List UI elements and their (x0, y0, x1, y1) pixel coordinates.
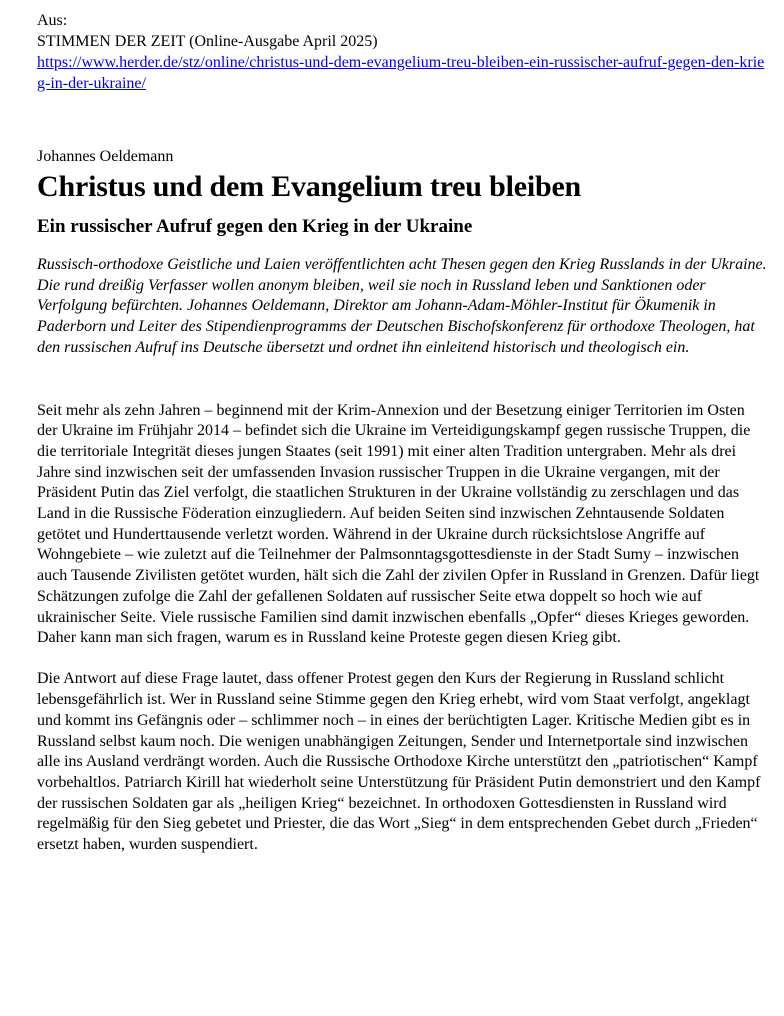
source-prefix: Aus: (37, 12, 68, 29)
body-paragraph: Die Antwort auf diese Frage lautet, dass offener Protest gegen den Kurs der Regierung in Russland schlicht lebensgefährlich ist. Wer in Russland seine Stimme gegen den Krieg erhebt, wird vom Staat verfolgt, angeklagt und kommt ins Gefängnis oder – schlimmer noch – in eines der berüchtigten Lager. Kritische Medien gibt es in Russland selbst kaum noch. Die wenigen unabhängigen Zeitungen, Sender und Internetportale sind inzwischen alle ins Ausland verdrängt worden. Auch die Russische Orthodoxe Kirche unterstützt den „patriotischen“ Kampf vorbehaltlos. Patriarch Kirill hat wiederholt seine Unterstützung für Präsident Putin demonstriert und den Kampf der russischen Soldaten gar als „heiligen Krieg“ bezeichnet. In orthodoxen Gottesdiensten in Russland wird regelmäßig für den Sieg gebetet und Priester, die das Wort „Sieg“ in dem entsprechenden Gebet durch „Frieden“ ersetzt haben, wurden suspendiert. (37, 670, 761, 854)
article-lead: Russisch-orthodoxe Geistliche und Laien veröffentlichten acht Thesen gegen den Krieg Russlands in der Ukraine. Die rund dreißig Verfasser wollen anonym bleiben, weil sie noch in Russland leben und Sanktionen oder Verfolgung befürchten. Johannes Oeldemann, Direktor am Johann-Adam-Möhler-Institut für Ökumenik in Paderborn und Leiter des Stipendienprogramms der Deutschen Bischofskonferenz für orthodoxe Theologen, hat den russischen Aufruf ins Deutsche übersetzt und ordnet ihn einleitend historisch und theologisch ein. (37, 256, 767, 356)
article-author: Johannes Oeldemann (37, 148, 174, 165)
source-publication: STIMMEN DER ZEIT (Online-Ausgabe April 2025) (37, 33, 378, 50)
source-url-link[interactable]: https://www.herder.de/stz/online/christus-und-dem-evangelium-treu-bleiben-ein-russischer-aufruf-gegen-den-krieg-in-der-ukraine/ (37, 54, 765, 92)
article-subtitle: Ein russischer Aufruf gegen den Krieg in der Ukraine (37, 216, 473, 237)
body-paragraph: Seit mehr als zehn Jahren – beginnend mit der Krim-Annexion und der Besetzung einiger Territorien im Osten der Ukraine im Frühjahr 2014 – befindet sich die Ukraine im Verteidigungskampf gegen russische Truppen, die die territoriale Integrität dieses jungen Staates (seit 1991) mit einer alten Tradition untergraben. Mehr als drei Jahre sind inzwischen seit der umfassenden Invasion russischer Truppen in die Ukraine vergangen, mit der Präsident Putin das Ziel verfolgt, die staatlichen Strukturen in der Ukraine vollständig zu zerschlagen und das Land in die Russische Föderation einzugliedern. Auf beiden Seiten sind inzwischen Zehntausende Soldaten getötet und Hunderttausende verletzt worden. Während in der Ukraine durch rücksichtslose Angriffe auf Wohngebiete – wie zuletzt auf die Teilnehmer der Palmsonntagsgottesdienste in der Stadt Sumy – inzwischen auch Tausende Zivilisten getötet wurden, hält sich die Zahl der zivilen Opfer in Russland in Grenzen. Dafür liegt Schätzungen zufolge die Zahl der gefallenen Soldaten auf russischer Seite etwa doppelt so hoch wie auf ukrainischer Seite. Viele russische Familien sind damit inzwischen ebenfalls „Opfer“ dieses Krieges geworden. Daher kann man sich fragen, warum es in Russland keine Proteste gegen diesen Krieg gibt. (37, 401, 760, 647)
document-page (37, 0, 767, 856)
article-title: Christus und dem Evangelium treu bleiben (37, 170, 582, 203)
source-block (37, 10, 767, 94)
